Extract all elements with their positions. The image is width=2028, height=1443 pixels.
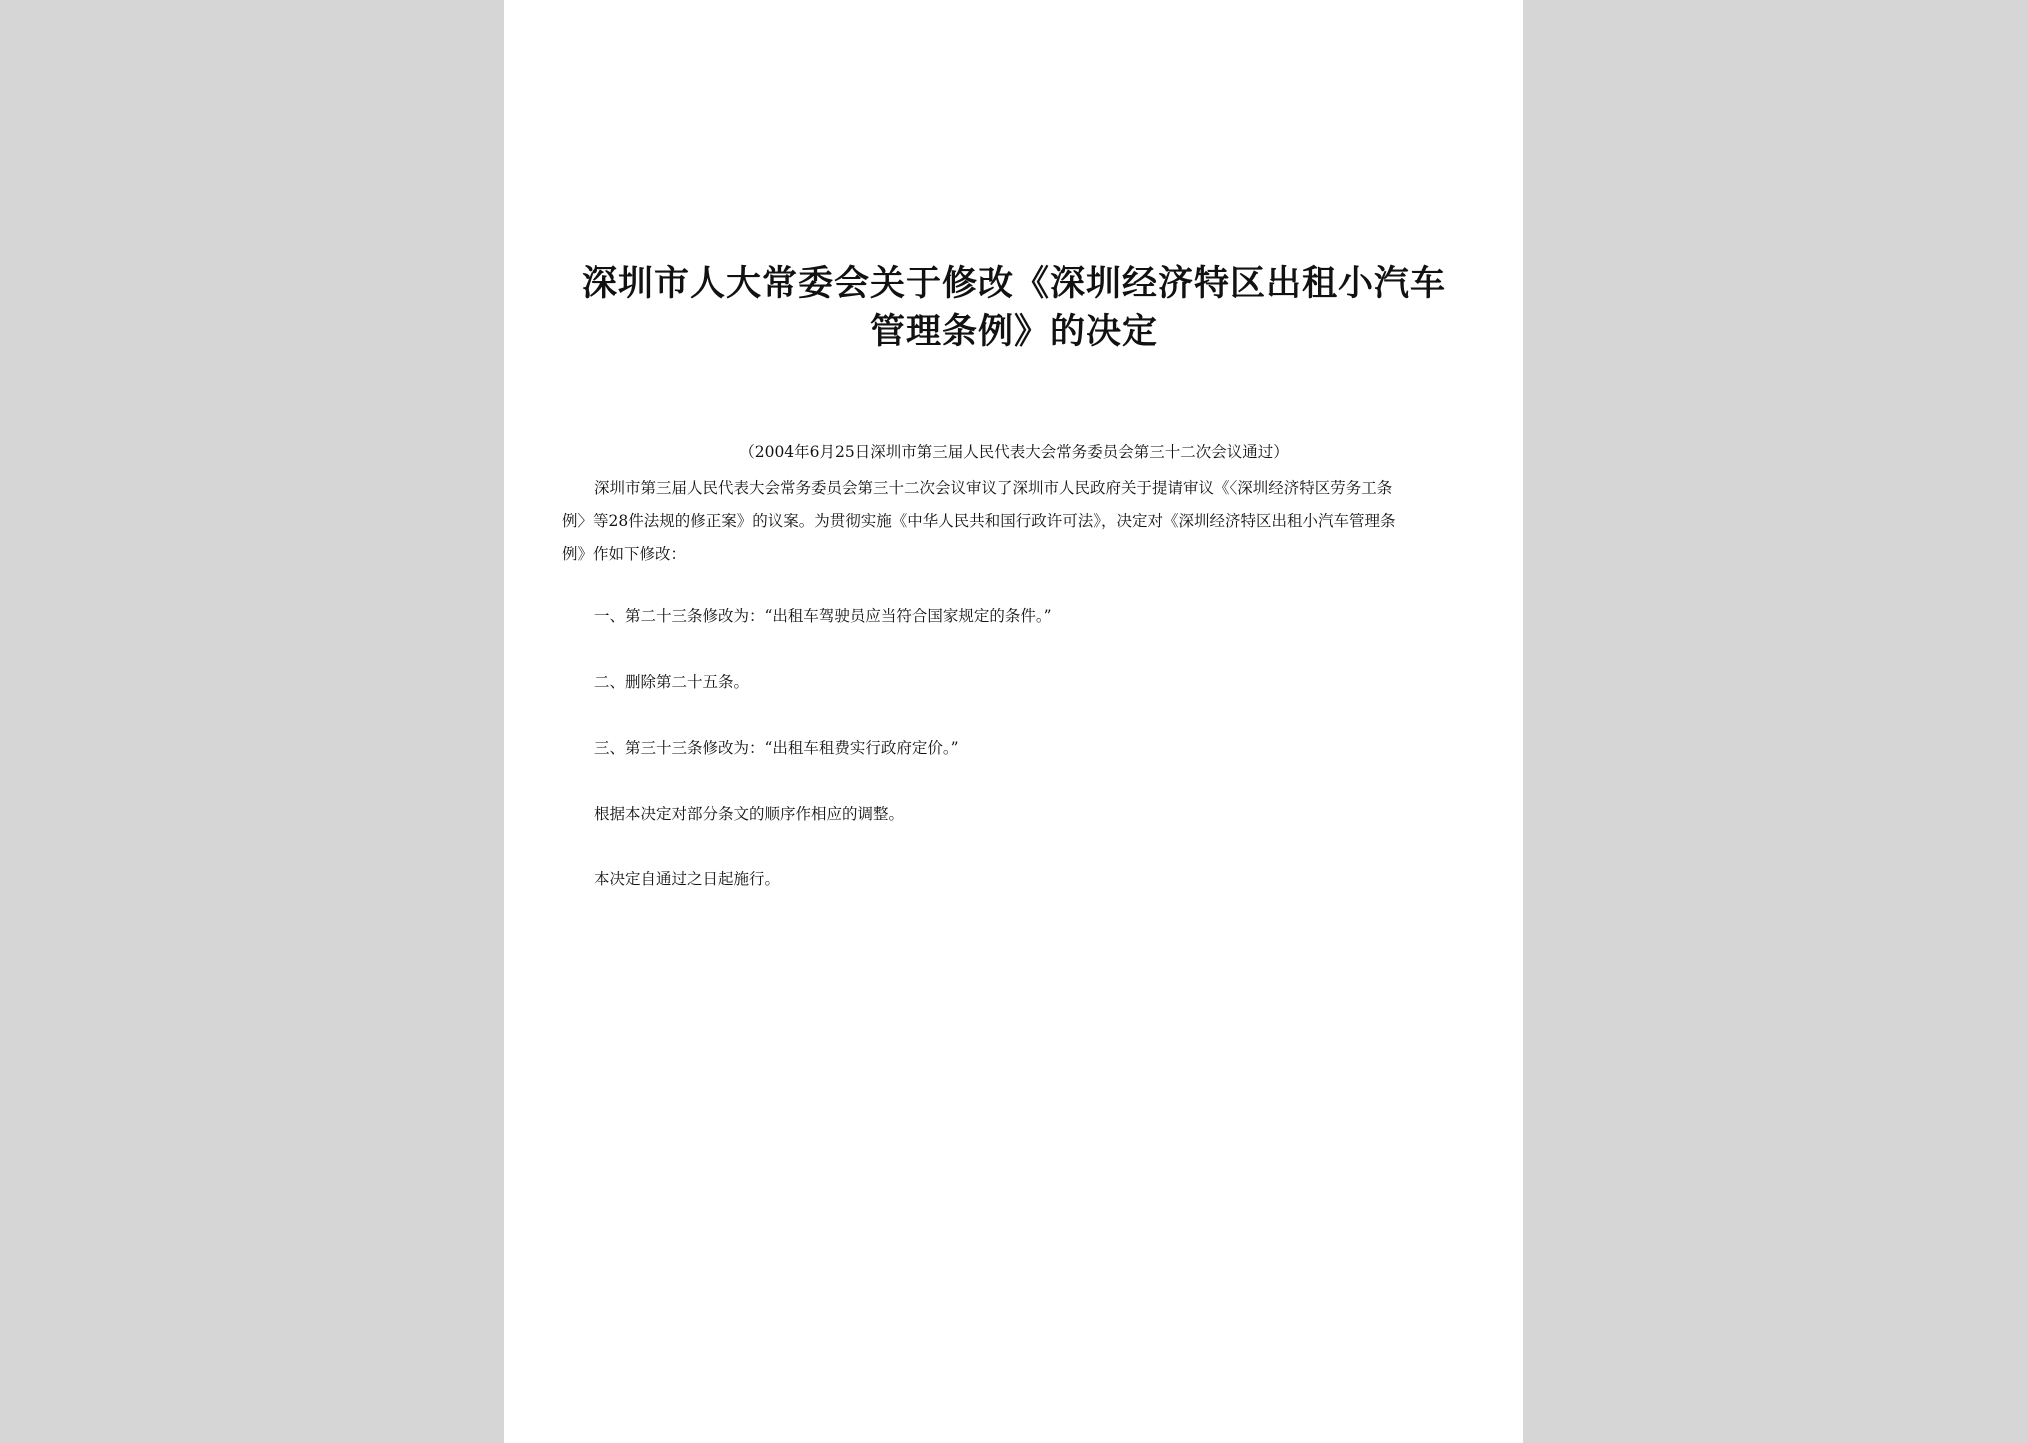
effective-date-note: 本决定自通过之日起施行。 [594, 870, 781, 888]
title-line-2: 管理条例》的决定 [869, 311, 1158, 352]
intro-line-2: 例〉等28件法规的修正案》的议案。为贯彻实施《中华人民共和国行政许可法》，决定对《深圳经济特区出租小汽车管理条 [562, 512, 1396, 530]
document-title [564, 260, 1464, 356]
adoption-note: （2004年6月25日深圳市第三届人民代表大会常务委员会第三十二次会议通过） [739, 443, 1289, 461]
amendment-item-1: 一、第二十三条修改为：“出租车驾驶员应当符合国家规定的条件。” [594, 607, 1052, 625]
title-line-1: 深圳市人大常委会关于修改《深圳经济特区出租小汽车 [581, 263, 1446, 304]
document-page [504, 0, 1523, 1443]
intro-paragraph [562, 472, 1462, 571]
intro-line-3: 例》作如下修改： [562, 545, 687, 563]
intro-line-1: 深圳市第三届人民代表大会常务委员会第三十二次会议审议了深圳市人民政府关于提请审议《〈深圳经济特区劳务工条 [594, 479, 1393, 497]
amendment-item-2: 二、删除第二十五条。 [594, 673, 750, 691]
amendment-item-3: 三、第三十三条修改为：“出租车租费实行政府定价。” [594, 739, 959, 757]
renumbering-note: 根据本决定对部分条文的顺序作相应的调整。 [594, 805, 905, 823]
